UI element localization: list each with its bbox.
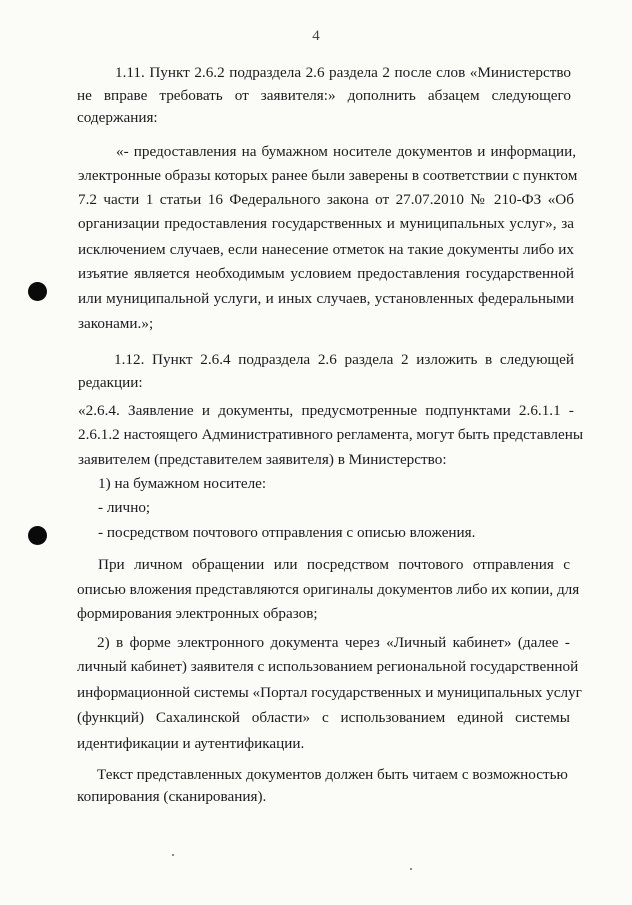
scan-speck xyxy=(172,854,174,856)
text-line: описью вложения представляются оригиналы документов либо их копии, для xyxy=(77,581,580,598)
text-line: не вправе требовать от заявителя:» дополнить абзацем следующего xyxy=(77,87,571,104)
text-line: идентификации и аутентификации. xyxy=(77,735,305,752)
punch-hole-bottom xyxy=(28,526,47,545)
text-line: заявителем (представителем заявителя) в Министерство: xyxy=(78,451,447,468)
text-line: копирования (сканирования). xyxy=(77,788,267,805)
text-line: 1.11. Пункт 2.6.2 подраздела 2.6 раздела 2 после слов «Министерство xyxy=(115,64,571,81)
text-line: 1) на бумажном носителе: xyxy=(98,475,267,492)
text-line: 1.12. Пункт 2.6.4 подраздела 2.6 раздела 2 изложить в следующей xyxy=(114,351,574,368)
text-line: изъятие является необходимым условием предоставления государственной xyxy=(78,265,574,282)
text-line: личный кабинет) заявителя с использованием региональной государственной xyxy=(77,658,579,675)
text-line: исключением случаев, если нанесение отметок на такие документы либо их xyxy=(78,241,574,258)
text-line: организации предоставления государственных и муниципальных услуг», за xyxy=(78,215,574,232)
scan-speck xyxy=(410,868,412,870)
text-line: редакции: xyxy=(78,374,143,391)
text-line: «- предоставления на бумажном носителе документов и информации, xyxy=(116,143,576,160)
text-line: - лично; xyxy=(98,499,151,516)
text-line: При личном обращении или посредством почтового отправления с xyxy=(98,556,570,573)
text-line: 7.2 части 1 статьи 16 Федерального закона от 27.07.2010 № 210-ФЗ «Об xyxy=(78,191,574,208)
text-line: формирования электронных образов; xyxy=(77,605,318,622)
text-line: - посредством почтового отправления с описью вложения. xyxy=(98,524,476,541)
text-line: или муниципальной услуги, и иных случаев, установленных федеральными xyxy=(78,290,574,307)
text-line: содержания: xyxy=(77,109,158,126)
text-line: электронные образы которых ранее были заверены в соответствии с пунктом xyxy=(78,167,578,184)
text-line: 2) в форме электронного документа через «Личный кабинет» (далее - xyxy=(97,634,570,651)
text-line: законами.»; xyxy=(78,315,154,332)
text-line: информационной системы «Портал государственных и муниципальных услуг xyxy=(77,684,582,701)
text-line: 2.6.1.2 настоящего Административного регламента, могут быть представлены xyxy=(78,426,584,443)
punch-hole-top xyxy=(28,282,47,301)
page-number: 4 xyxy=(312,28,320,44)
text-line: (функций) Сахалинской области» с использованием единой системы xyxy=(77,709,570,726)
text-line: Текст представленных документов должен быть читаем с возможностью xyxy=(97,766,568,783)
text-line: «2.6.4. Заявление и документы, предусмотренные подпунктами 2.6.1.1 - xyxy=(78,402,574,419)
